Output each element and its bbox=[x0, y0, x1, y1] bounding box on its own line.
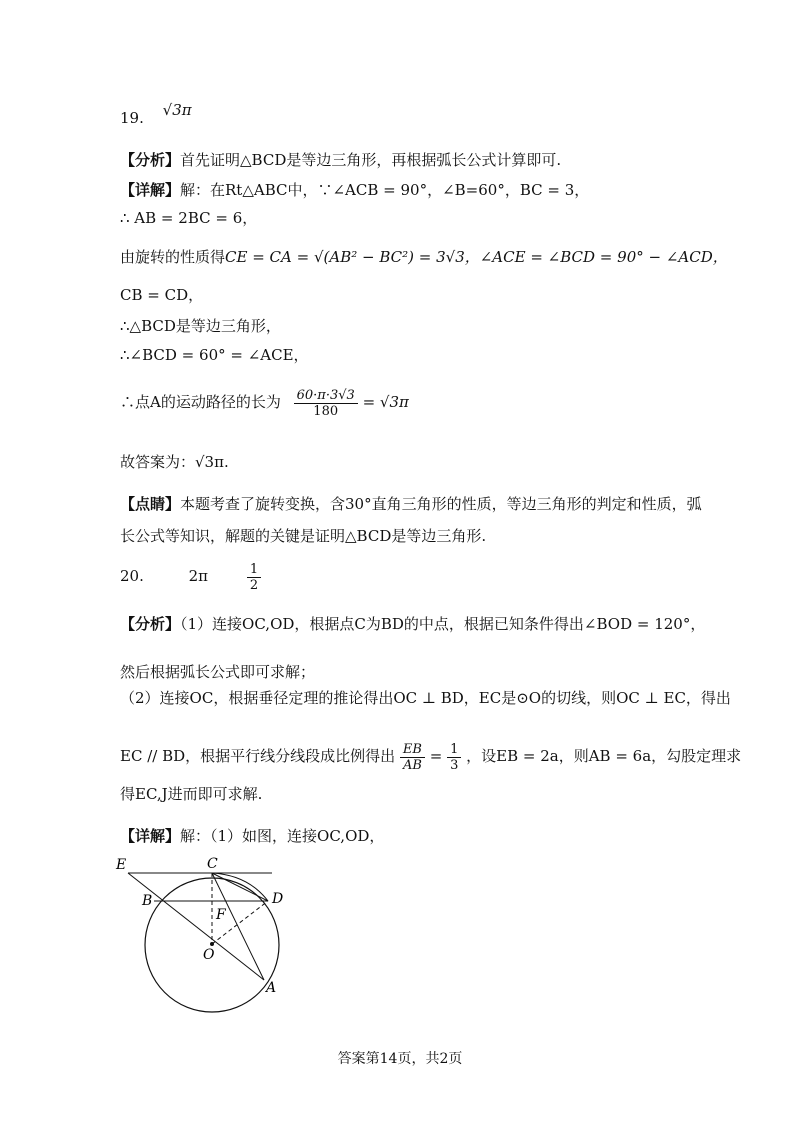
q20-analysis-text-1: （1）连接OC,OD，根据点C为BD的中点，根据已知条件得出∠BOD = 120°， bbox=[180, 615, 706, 633]
equals-sign: = bbox=[429, 747, 443, 765]
q20-answer-1: 2π bbox=[188, 567, 209, 585]
q20-detail-tag: 【详解】 bbox=[120, 827, 181, 845]
path-length-fraction bbox=[294, 388, 358, 419]
analysis-text: 首先证明△BCD是等边三角形，再根据弧长公式计算即可. bbox=[180, 151, 562, 169]
answer2-denominator: 2 bbox=[249, 577, 259, 593]
label-o: O bbox=[203, 947, 215, 963]
one-third-fraction bbox=[447, 742, 461, 773]
comment-tag: 【点睛】 bbox=[120, 495, 181, 513]
q20-analysis-tag: 【分析】 bbox=[120, 615, 181, 633]
label-a: A bbox=[266, 980, 277, 996]
ab-denominator: AB bbox=[402, 757, 422, 773]
q19-detail-line-2: ∴ AB = 2BC = 6， bbox=[120, 209, 258, 227]
q19-final-answer: 故答案为：√3π. bbox=[120, 453, 229, 471]
answer2-numerator: 1 bbox=[247, 562, 261, 578]
chord-cd bbox=[212, 873, 268, 901]
center-point-o bbox=[210, 942, 214, 946]
q19-detail-line-3 bbox=[120, 247, 728, 267]
q19-detail-line-6: ∴∠BCD = 60° = ∠ACE， bbox=[120, 346, 309, 364]
q19-number: 19. bbox=[120, 109, 144, 127]
q19-comment-line-2: 长公式等知识，解题的关键是证明△BCD是等边三角形. bbox=[120, 527, 487, 545]
q20-analysis-line-4 bbox=[120, 734, 741, 778]
eb-numerator: EB bbox=[400, 742, 425, 758]
label-f: F bbox=[216, 907, 226, 923]
page-footer: 答案第14页，共2页 bbox=[337, 1051, 463, 1067]
q20-detail-text: 解：（1）如图，连接OC,OD， bbox=[180, 827, 385, 845]
q19-analysis bbox=[120, 150, 561, 170]
circle-figure bbox=[110, 855, 310, 1015]
comment-text-1: 本题考查了旋转变换，含30°直角三角形的性质，等边三角形的判定和性质，弧 bbox=[180, 495, 702, 513]
q20-number: 20. bbox=[120, 567, 144, 585]
detail-l7-prefix: ∴点A的运动路径的长为 bbox=[120, 393, 281, 411]
label-b: B bbox=[142, 893, 153, 909]
label-d: D bbox=[272, 891, 284, 907]
detail-l7-result: = √3π bbox=[362, 393, 409, 411]
q20-header bbox=[120, 560, 261, 593]
fraction-denominator: 180 bbox=[313, 403, 339, 419]
one-numerator: 1 bbox=[447, 742, 461, 758]
fraction-numerator: 60·π·3√3 bbox=[294, 388, 358, 404]
q19-detail-line-4: CB = CD， bbox=[120, 286, 204, 304]
q19-comment-line-1 bbox=[120, 494, 702, 514]
q19-detail-line-1 bbox=[120, 180, 589, 200]
detail-tag: 【详解】 bbox=[120, 181, 181, 199]
q20-answer-2 bbox=[247, 562, 261, 593]
q19-detail-line-5: ∴△BCD是等边三角形， bbox=[120, 317, 281, 335]
three-denominator: 3 bbox=[450, 757, 459, 773]
q19-header bbox=[120, 101, 192, 128]
q19-answer: √3π bbox=[162, 101, 192, 119]
q20-analysis-line-3: （2）连接OC，根据垂径定理的推论得出OC ⊥ BD，EC是⊙O的切线，则OC ⊥ EC，得出 bbox=[120, 689, 731, 707]
label-e: E bbox=[116, 857, 127, 873]
q20-analysis-l4-prefix: EC // BD，根据平行线分线段成比例得出 bbox=[120, 747, 396, 765]
detail-l3-formula: CE = CA = √(AB² − BC²) = 3√3，∠ACE = ∠BCD = 90° − ∠ACD， bbox=[225, 248, 728, 266]
eb-ab-fraction bbox=[400, 742, 425, 773]
q20-analysis-line-2: 然后根据弧长公式即可求解； bbox=[120, 663, 316, 681]
analysis-tag: 【分析】 bbox=[120, 151, 181, 169]
detail-l3-prefix: 由旋转的性质得 bbox=[120, 248, 226, 266]
q20-detail-line-1 bbox=[120, 826, 384, 846]
detail-text: 解：在Rt△ABC中，∵∠ACB = 90°，∠B=60°，BC = 3， bbox=[180, 181, 590, 199]
q19-detail-line-7 bbox=[120, 378, 409, 426]
q20-analysis-line-1 bbox=[120, 614, 705, 634]
label-c: C bbox=[207, 856, 218, 872]
q20-analysis-line-5: 得EC,J进而即可求解. bbox=[120, 785, 263, 803]
q20-analysis-l4-suffix: ，设EB = 2a，则AB = 6a，勾股定理求 bbox=[466, 747, 742, 765]
